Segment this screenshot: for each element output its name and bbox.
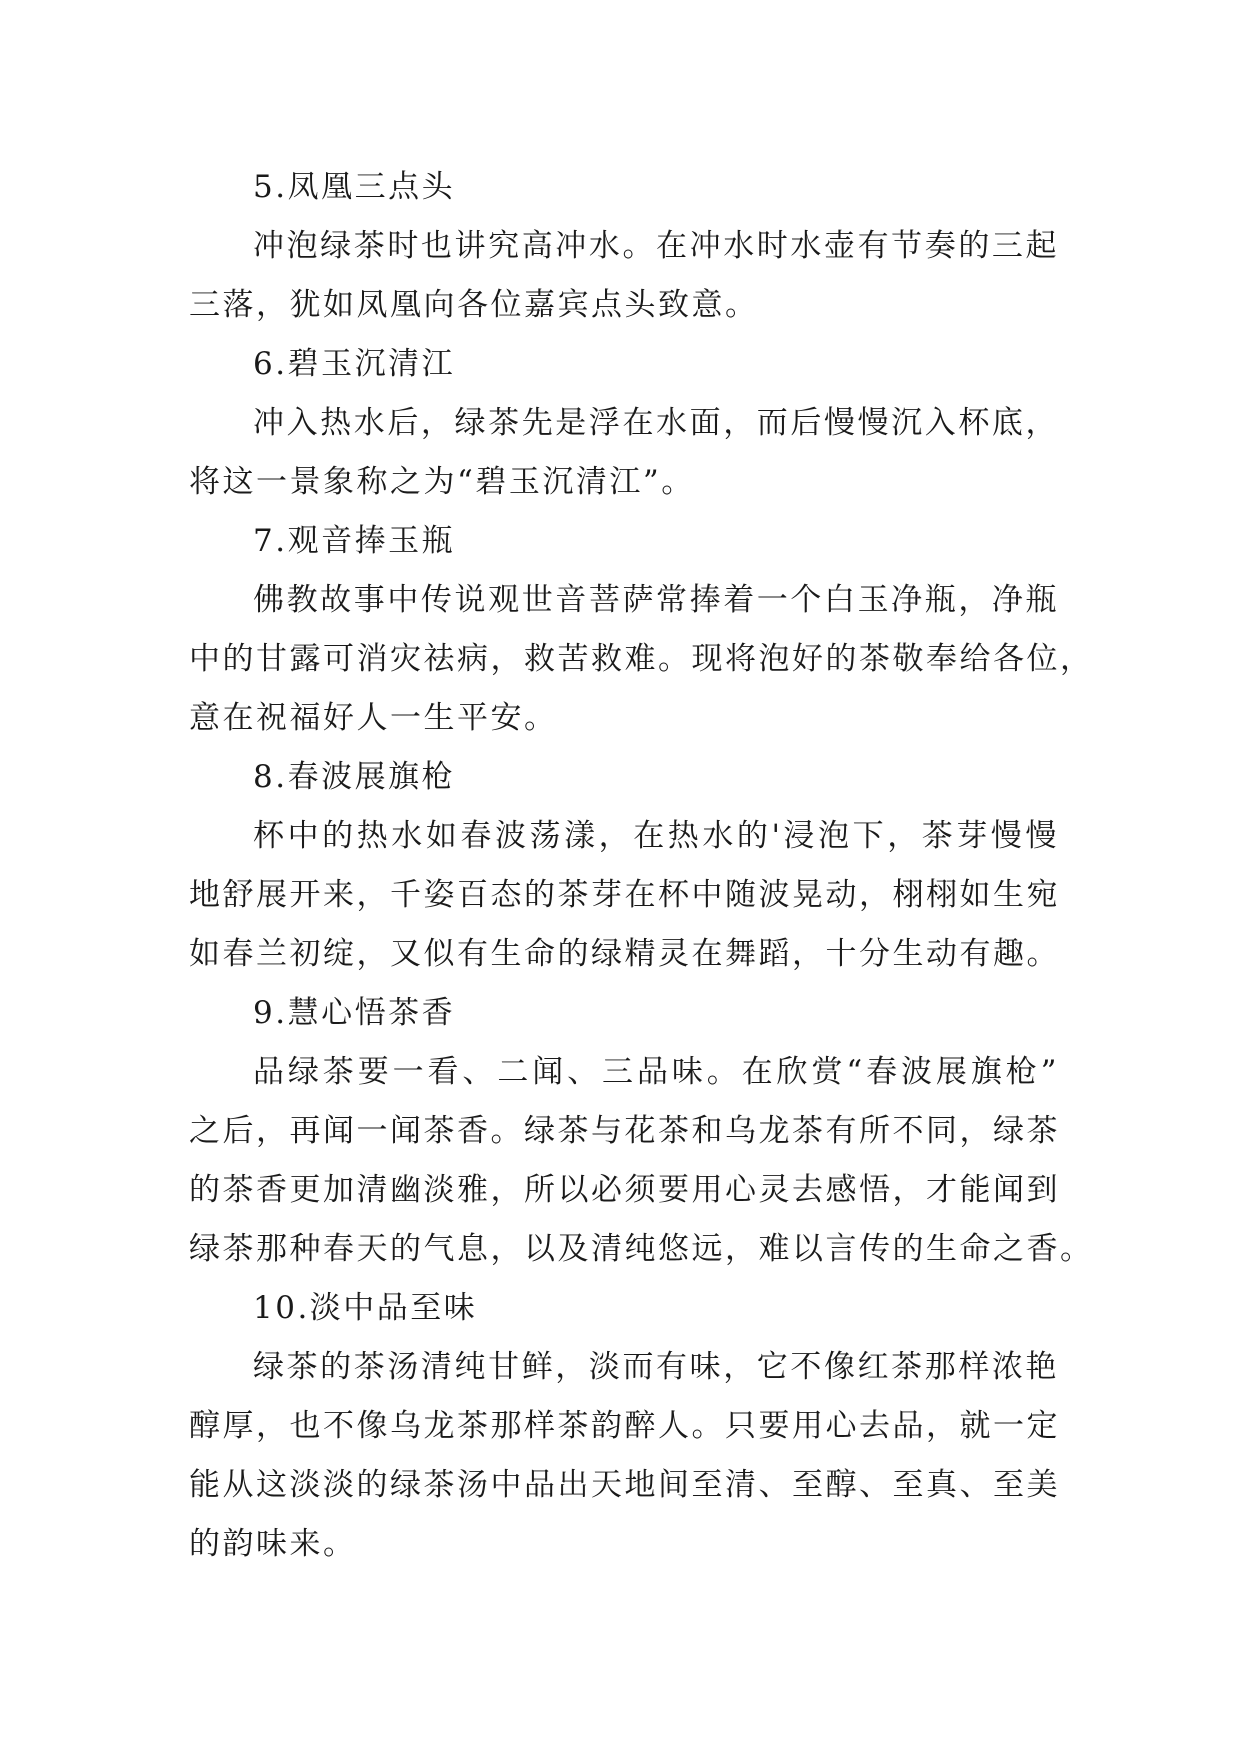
paragraph-line: 佛教故事中传说观世音菩萨常捧着一个白玉净瓶，净瓶 [253,582,1059,618]
paragraph-line: 的茶香更加清幽淡雅，所以必须要用心灵去感悟，才能闻到 [189,1172,1060,1208]
paragraph-line: 绿茶的茶汤清纯甘鲜，淡而有味，它不像红茶那样浓艳 [253,1349,1059,1385]
paragraph-line: 意在祝福好人一生平安。 [189,700,558,736]
document-body [189,158,1094,1574]
section-heading: 9.慧心悟茶香 [253,995,456,1031]
section-heading: 6.碧玉沉清江 [253,346,456,382]
section-heading: 7.观音捧玉瓶 [253,523,456,559]
paragraph-line: 中的甘露可消灾祛病，救苦救难。现将泡好的茶敬奉给各位， [189,641,1094,677]
paragraph-line: 三落，犹如凤凰向各位嘉宾点头致意。 [189,287,759,323]
paragraph-line: 能从这淡淡的绿茶汤中品出天地间至清、至醇、至真、至美 [189,1467,1060,1503]
paragraph-line: 绿茶那种春天的气息，以及清纯悠远，难以言传的生命之香。 [189,1231,1094,1267]
paragraph-line: 地舒展开来，千姿百态的茶芽在杯中随波晃动，栩栩如生宛 [189,877,1060,913]
paragraph-line: 冲泡绿茶时也讲究高冲水。在冲水时水壶有节奏的三起 [253,228,1059,264]
paragraph-line: 之后，再闻一闻茶香。绿茶与花茶和乌龙茶有所不同，绿茶 [189,1113,1060,1149]
paragraph-line: 冲入热水后，绿茶先是浮在水面，而后慢慢沉入杯底， [253,405,1059,441]
section-heading: 8.春波展旗枪 [253,759,456,795]
section-heading: 10.淡中品至味 [253,1290,478,1326]
paragraph-line: 将这一景象称之为“碧玉沉清江”。 [189,464,695,500]
paragraph-line: 杯中的热水如春波荡漾，在热水的'浸泡下，茶芽慢慢 [253,818,1059,854]
paragraph-line: 醇厚，也不像乌龙茶那样茶韵醉人。只要用心去品，就一定 [189,1408,1060,1444]
paragraph-line: 品绿茶要一看、二闻、三品味。在欣赏“春波展旗枪” [253,1054,1059,1090]
section-heading: 5.凤凰三点头 [253,169,456,205]
paragraph-line: 的韵味来。 [189,1526,357,1562]
paragraph-line: 如春兰初绽，又似有生命的绿精灵在舞蹈，十分生动有趣。 [189,936,1060,972]
